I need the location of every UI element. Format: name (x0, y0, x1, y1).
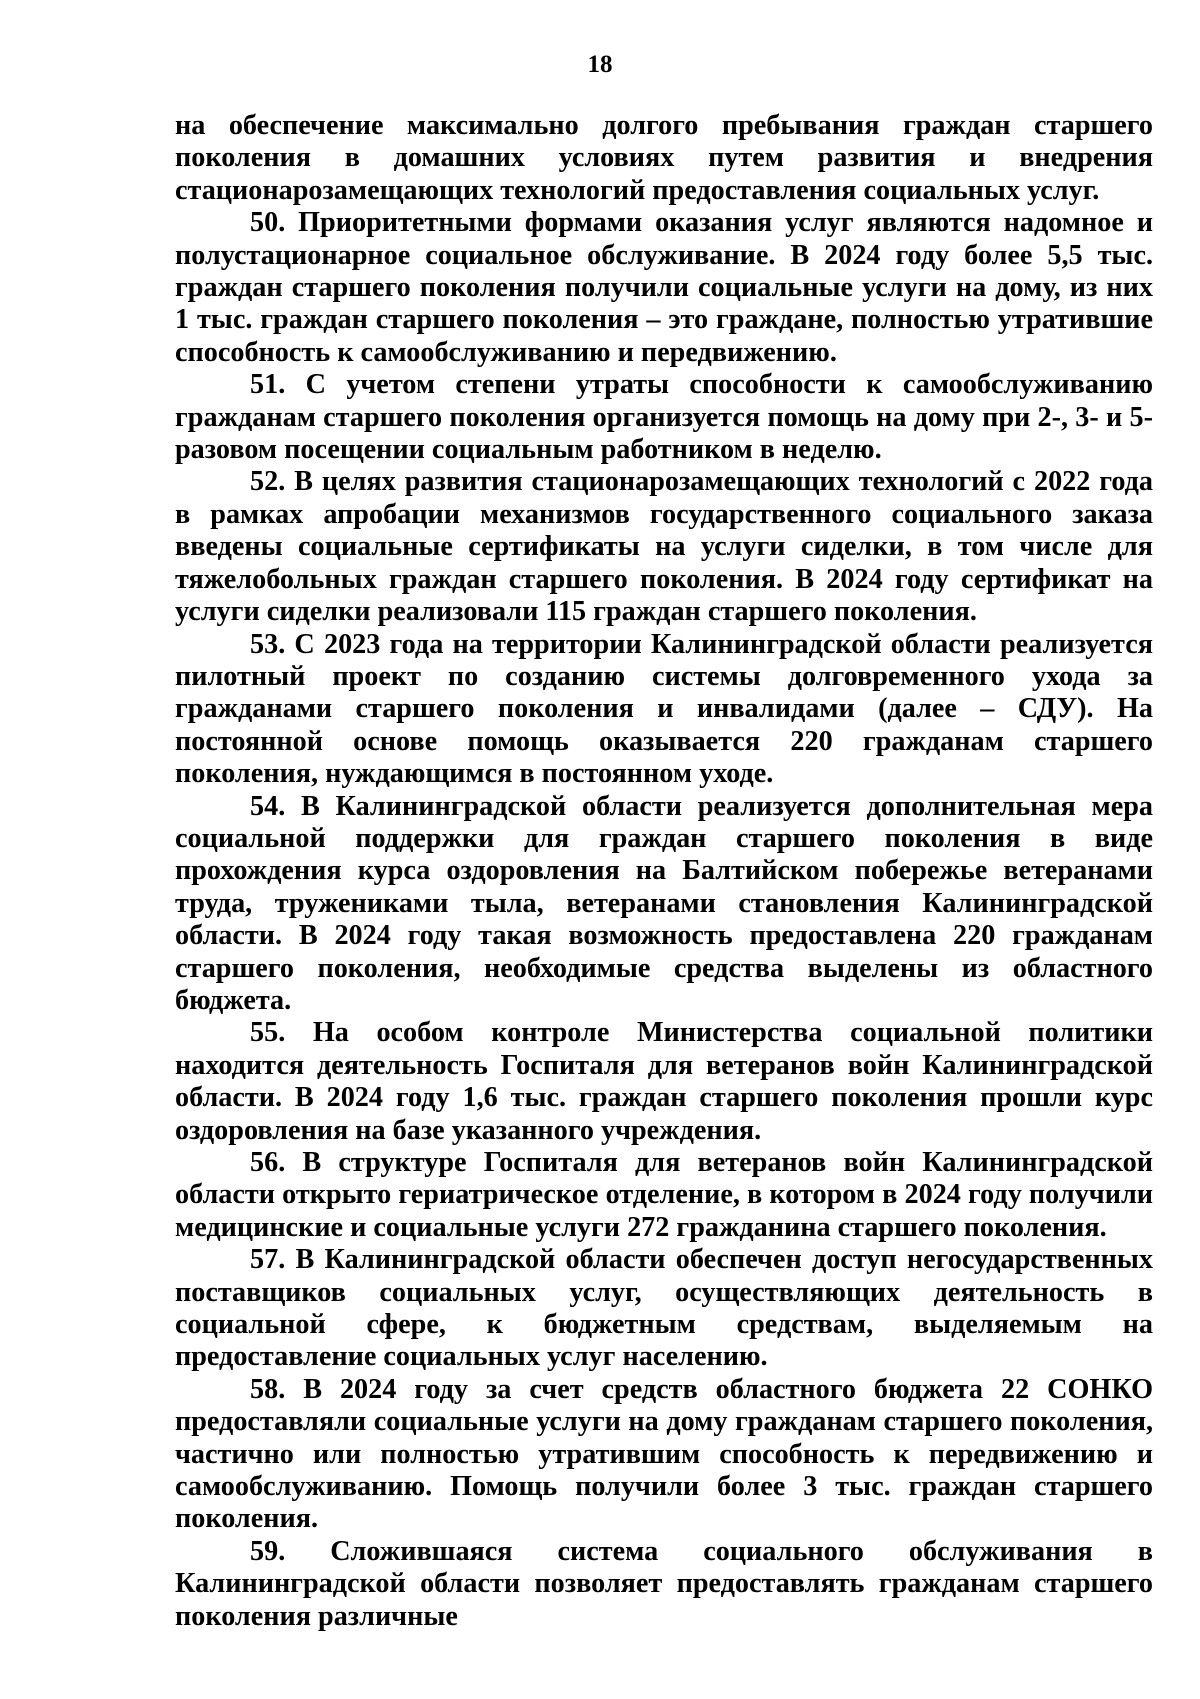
paragraph-56: 56. В структуре Госпиталя для ветеранов войн Калининградской области открыто гериатрическое отделение, в котором в 2024 году получили медицинские и социальные услуги 272 гражданина старшего поколения. (175, 1147, 1153, 1243)
paragraph-54: 54. В Калининградской области реализуется дополнительная мера социальной поддержки для граждан старшего поколения в виде прохождения курса оздоровления на Балтийском побережье ветеранами труда, тружениками тыла, ветеранами становления Калининградской области. В 2024 году такая возможность предоставлена 220 гражданам старшего поколения, необходимые средства выделены из областного бюджета. (175, 790, 1153, 1016)
paragraph-continuation: на обеспечение максимально долгого пребывания граждан старшего поколения в домашних условиях путем развития и внедрения стационарозамещающих технологий предоставления социальных услуг. (175, 110, 1153, 206)
paragraph-58: 58. В 2024 году за счет средств областного бюджета 22 СОНКО предоставляли социальные услуги на дому гражданам старшего поколения, частично или полностью утратившим способность к передвижению и самообслуживанию. Помощь получили более 3 тыс. граждан старшего поколения. (175, 1373, 1153, 1535)
paragraph-52: 52. В целях развития стационарозамещающих технологий с 2022 года в рамках апробации механизмов государственного социального заказа введены социальные сертификаты на услуги сиделки, в том числе для тяжелобольных граждан старшего поколения. В 2024 году сертификат на услуги сиделки реализовали 115 граждан старшего поколения. (175, 466, 1153, 628)
paragraph-57: 57. В Калининградской области обеспечен доступ негосударственных поставщиков социальных услуг, осуществляющих деятельность в социальной сфере, к бюджетным средствам, выделяемым на предоставление социальных услуг населению. (175, 1244, 1153, 1373)
paragraph-50: 50. Приоритетными формами оказания услуг являются надомное и полустационарное социальное обслуживание. В 2024 году более 5,5 тыс. граждан старшего поколения получили социальные услуги на дому, из них 1 тыс. граждан старшего поколения – это граждане, полностью утратившие способность к самообслуживанию и передвижению. (175, 207, 1153, 368)
paragraph-55: 55. На особом контроле Министерства социальной политики находится деятельность Госпиталя для ветеранов войн Калининградской области. В 2024 году 1,6 тыс. граждан старшего поколения прошли курс оздоровления на базе указанного учреждения. (175, 1017, 1153, 1146)
paragraph-53: 53. С 2023 года на территории Калининградской области реализуется пилотный проект по созданию системы долговременного ухода за гражданами старшего поколения и инвалидами (далее – СДУ). На постоянной основе помощь оказывается 220 гражданам старшего поколения, нуждающимся в постоянном уходе. (175, 628, 1153, 790)
document-body (175, 110, 1153, 1633)
paragraph-59: 59. Сложившаяся система социального обслуживания в Калининградской области позволяет предоставлять гражданам старшего поколения различные (175, 1535, 1153, 1632)
paragraph-51: 51. С учетом степени утраты способности к самообслуживанию гражданам старшего поколения организуется помощь на дому при 2-, 3- и 5-разовом посещении социальным работником в неделю. (175, 369, 1153, 466)
page-number: 18 (587, 51, 613, 78)
